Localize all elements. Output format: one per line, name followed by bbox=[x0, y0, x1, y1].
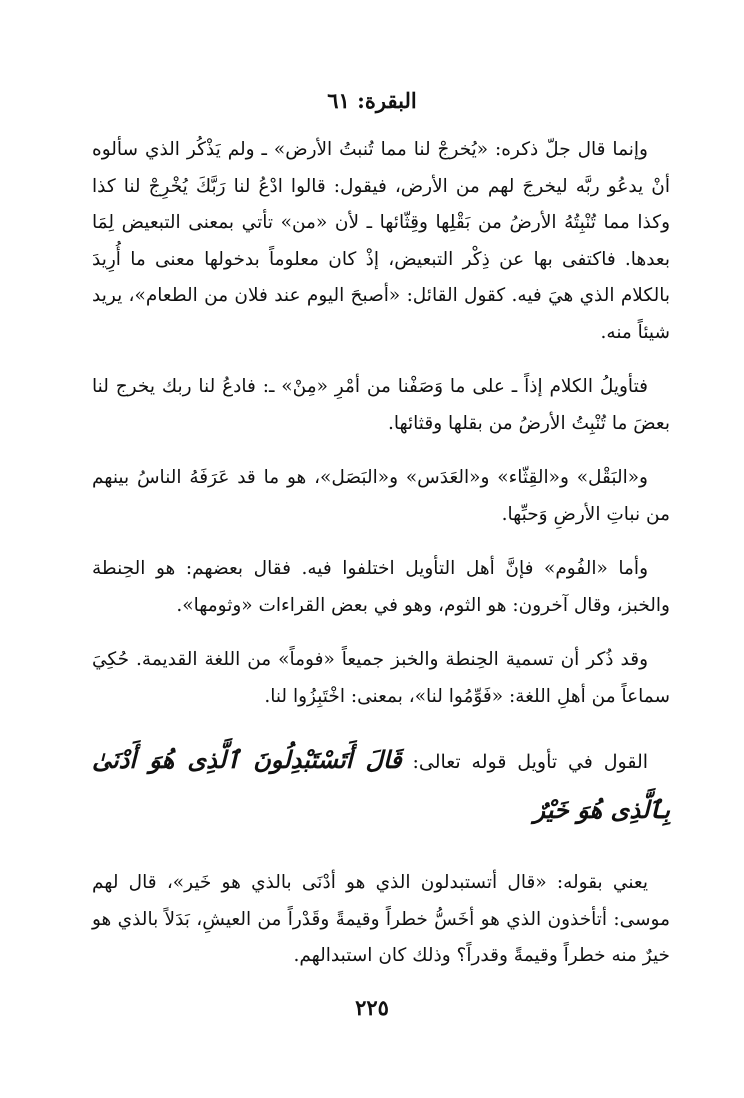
page-body bbox=[92, 132, 670, 993]
paragraph-4: وأما «الفُوم» فإنَّ أهل التأويل اختلفوا فيه. فقال بعضهم: هو الحِنطة والخبز، وقال آخرون: هو الثوم، وهو في بعض القراءات «وثومها». bbox=[92, 558, 670, 616]
heading-lead: القول في تأويل قوله تعالى: bbox=[412, 751, 649, 773]
page-header: البقرة: ٦١ bbox=[327, 88, 417, 113]
section-heading bbox=[92, 735, 670, 835]
paragraph-1: وإنما قال جلّ ذكره: «يُخرجْ لنا مما تُنبتُ الأرض» ـ ولم يَذْكُر الذي سألوه أنْ يدعُو ربَّه ليخرجَ لهم من الأرض، فيقول: قالوا ادْعُ لنا رَبَّكَ يُخْرِجْ لنا كذا وكذا مما تُنْبِتُهُ الأرضُ من بَقْلِها وقِثّائها ـ لأن «من» تأتي بمعنى التبعيض لِمَا بعدها. فاكتفى بها عن ذِكْر التبعيض، إذْ كان معلوماً بدخولها معنى ما أُرِيدَ بالكلام الذي هيَ فيه. كقول القائل: «أصبحَ اليوم عند فلان من الطعام»، يريد شيئاً منه. bbox=[92, 139, 670, 343]
paragraph-3: و«البَقْل» و«القِثّاء» و«العَدَس» و«البَصَل»، هو ما قد عَرَفَهُ الناسُ بينهم من نباتِ الأرضِ وَحبِّها. bbox=[92, 467, 670, 525]
paragraph-2: فتأويلُ الكلام إذاً ـ على ما وَصَفْنا من أمْرِ «مِنْ» ـ: فادعُ لنا ربك يخرج لنا بعضَ ما تُنْبِتُ الأرضُ من بقلها وقثائها. bbox=[92, 376, 670, 434]
paragraph-closing: يعني بقوله: «قال أتستبدلون الذي هو أدْنَى بالذي هو خَير»، قال لهم موسى: أتأخذون الذي هو أخَسُّ خطراً وقيمةً وقَدْراً من العيشِ، بَدَلاً بالذي هو خيرٌ منه خطراً وقيمةً وقدراً؟ وذلك كان استبدالهم. bbox=[92, 872, 670, 966]
paragraph-5: وقد ذُكر أن تسمية الحِنطة والخبز جميعاً «فوماً» من اللغة القديمة. حُكِيَ سماعاً من أهلِ اللغة: «فَوِّمُوا لنا»، بمعنى: اخْتَبِزُوا لنا. bbox=[92, 649, 670, 707]
quran-verse: قَالَ أَتَسْتَبْدِلُونَ ٱلَّذِى هُوَ أَدْنَىٰ بِٱلَّذِى هُوَ خَيْرٌ bbox=[92, 745, 670, 824]
page-number: ٢٢٥ bbox=[355, 995, 389, 1020]
